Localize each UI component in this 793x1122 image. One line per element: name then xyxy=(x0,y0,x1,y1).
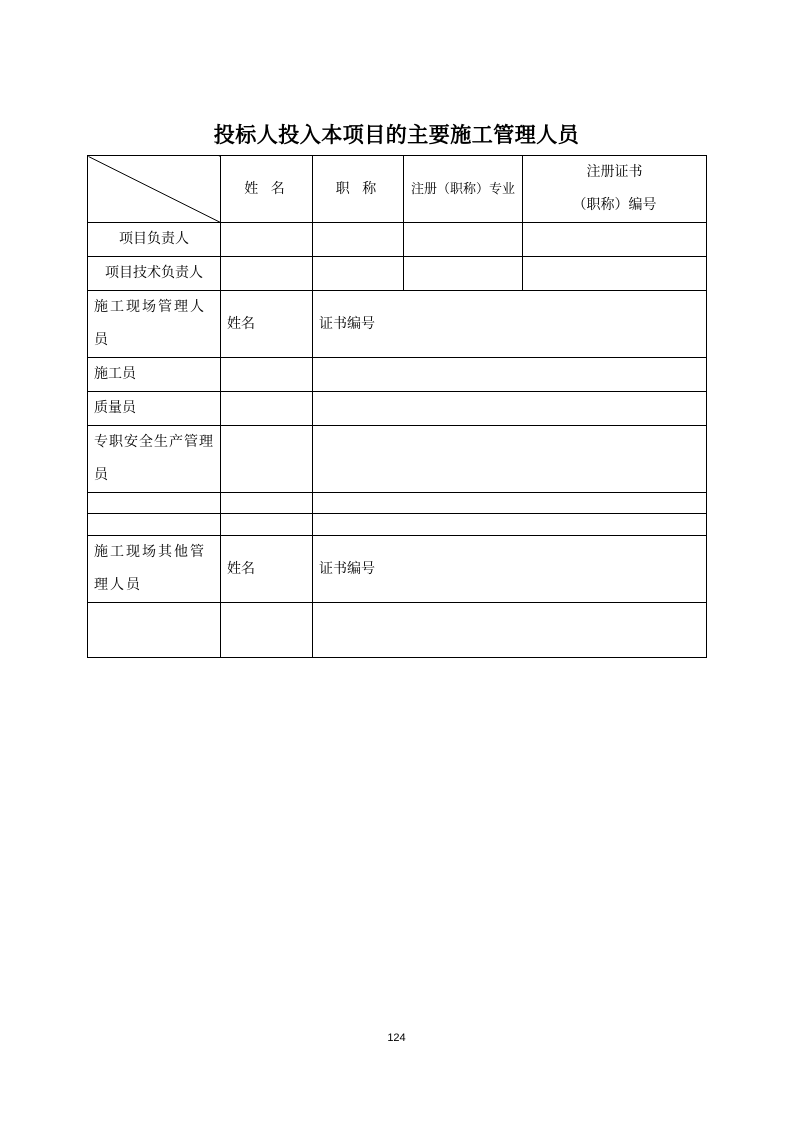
label-other-name: 姓名 xyxy=(221,536,313,603)
cell-empty xyxy=(88,603,221,658)
cell-empty xyxy=(313,603,707,658)
cell-major xyxy=(404,257,523,291)
cell-empty xyxy=(221,514,313,536)
label-technical-manager: 项目技术负责人 xyxy=(88,257,221,291)
label-project-manager: 项目负责人 xyxy=(88,223,221,257)
table-row xyxy=(88,536,707,603)
cell-cert xyxy=(523,257,707,291)
cell-cert xyxy=(523,223,707,257)
header-title-rank: 职 称 xyxy=(313,156,404,223)
cell-cert xyxy=(313,392,707,426)
cell-empty xyxy=(221,603,313,658)
cell-name xyxy=(221,257,313,291)
cell-cert xyxy=(313,426,707,493)
page-title: 投标人投入本项目的主要施工管理人员 xyxy=(213,123,580,147)
label-other-managers: 施工现场其他管理人员 xyxy=(88,536,221,603)
cell-empty xyxy=(313,514,707,536)
cell-major xyxy=(404,223,523,257)
cell-name xyxy=(221,392,313,426)
table-row xyxy=(88,291,707,358)
cell-empty xyxy=(313,493,707,514)
cell-name xyxy=(221,426,313,493)
cell-title-rank xyxy=(313,257,404,291)
label-site-name: 姓名 xyxy=(221,291,313,358)
header-major: 注册（职称）专业 xyxy=(404,156,523,223)
header-cert-line2: （职称）编号 xyxy=(572,197,657,213)
staff-table xyxy=(87,155,707,658)
cell-name xyxy=(221,358,313,392)
table-row xyxy=(88,493,707,514)
label-constructor: 施工员 xyxy=(88,358,221,392)
table-row xyxy=(88,426,707,493)
table-row xyxy=(88,603,707,658)
table-row xyxy=(88,223,707,257)
table-row xyxy=(88,514,707,536)
table-row xyxy=(88,257,707,291)
cell-title-rank xyxy=(313,223,404,257)
diagonal-header-cell xyxy=(88,156,221,223)
label-site-cert: 证书编号 xyxy=(313,291,707,358)
page-number: 124 xyxy=(387,1032,406,1044)
cell-cert xyxy=(313,358,707,392)
label-safety: 专职安全生产管理员 xyxy=(88,426,221,493)
cell-empty xyxy=(88,493,221,514)
label-quality: 质量员 xyxy=(88,392,221,426)
cell-empty xyxy=(88,514,221,536)
header-row xyxy=(88,156,707,223)
table-row xyxy=(88,392,707,426)
header-cert-line1: 注册证书 xyxy=(586,164,643,180)
label-other-cert: 证书编号 xyxy=(313,536,707,603)
label-site-managers: 施工现场管理人员 xyxy=(88,291,221,358)
cell-empty xyxy=(221,493,313,514)
table-row xyxy=(88,358,707,392)
header-name: 姓 名 xyxy=(221,156,313,223)
header-cert-number xyxy=(523,156,707,223)
cell-name xyxy=(221,223,313,257)
